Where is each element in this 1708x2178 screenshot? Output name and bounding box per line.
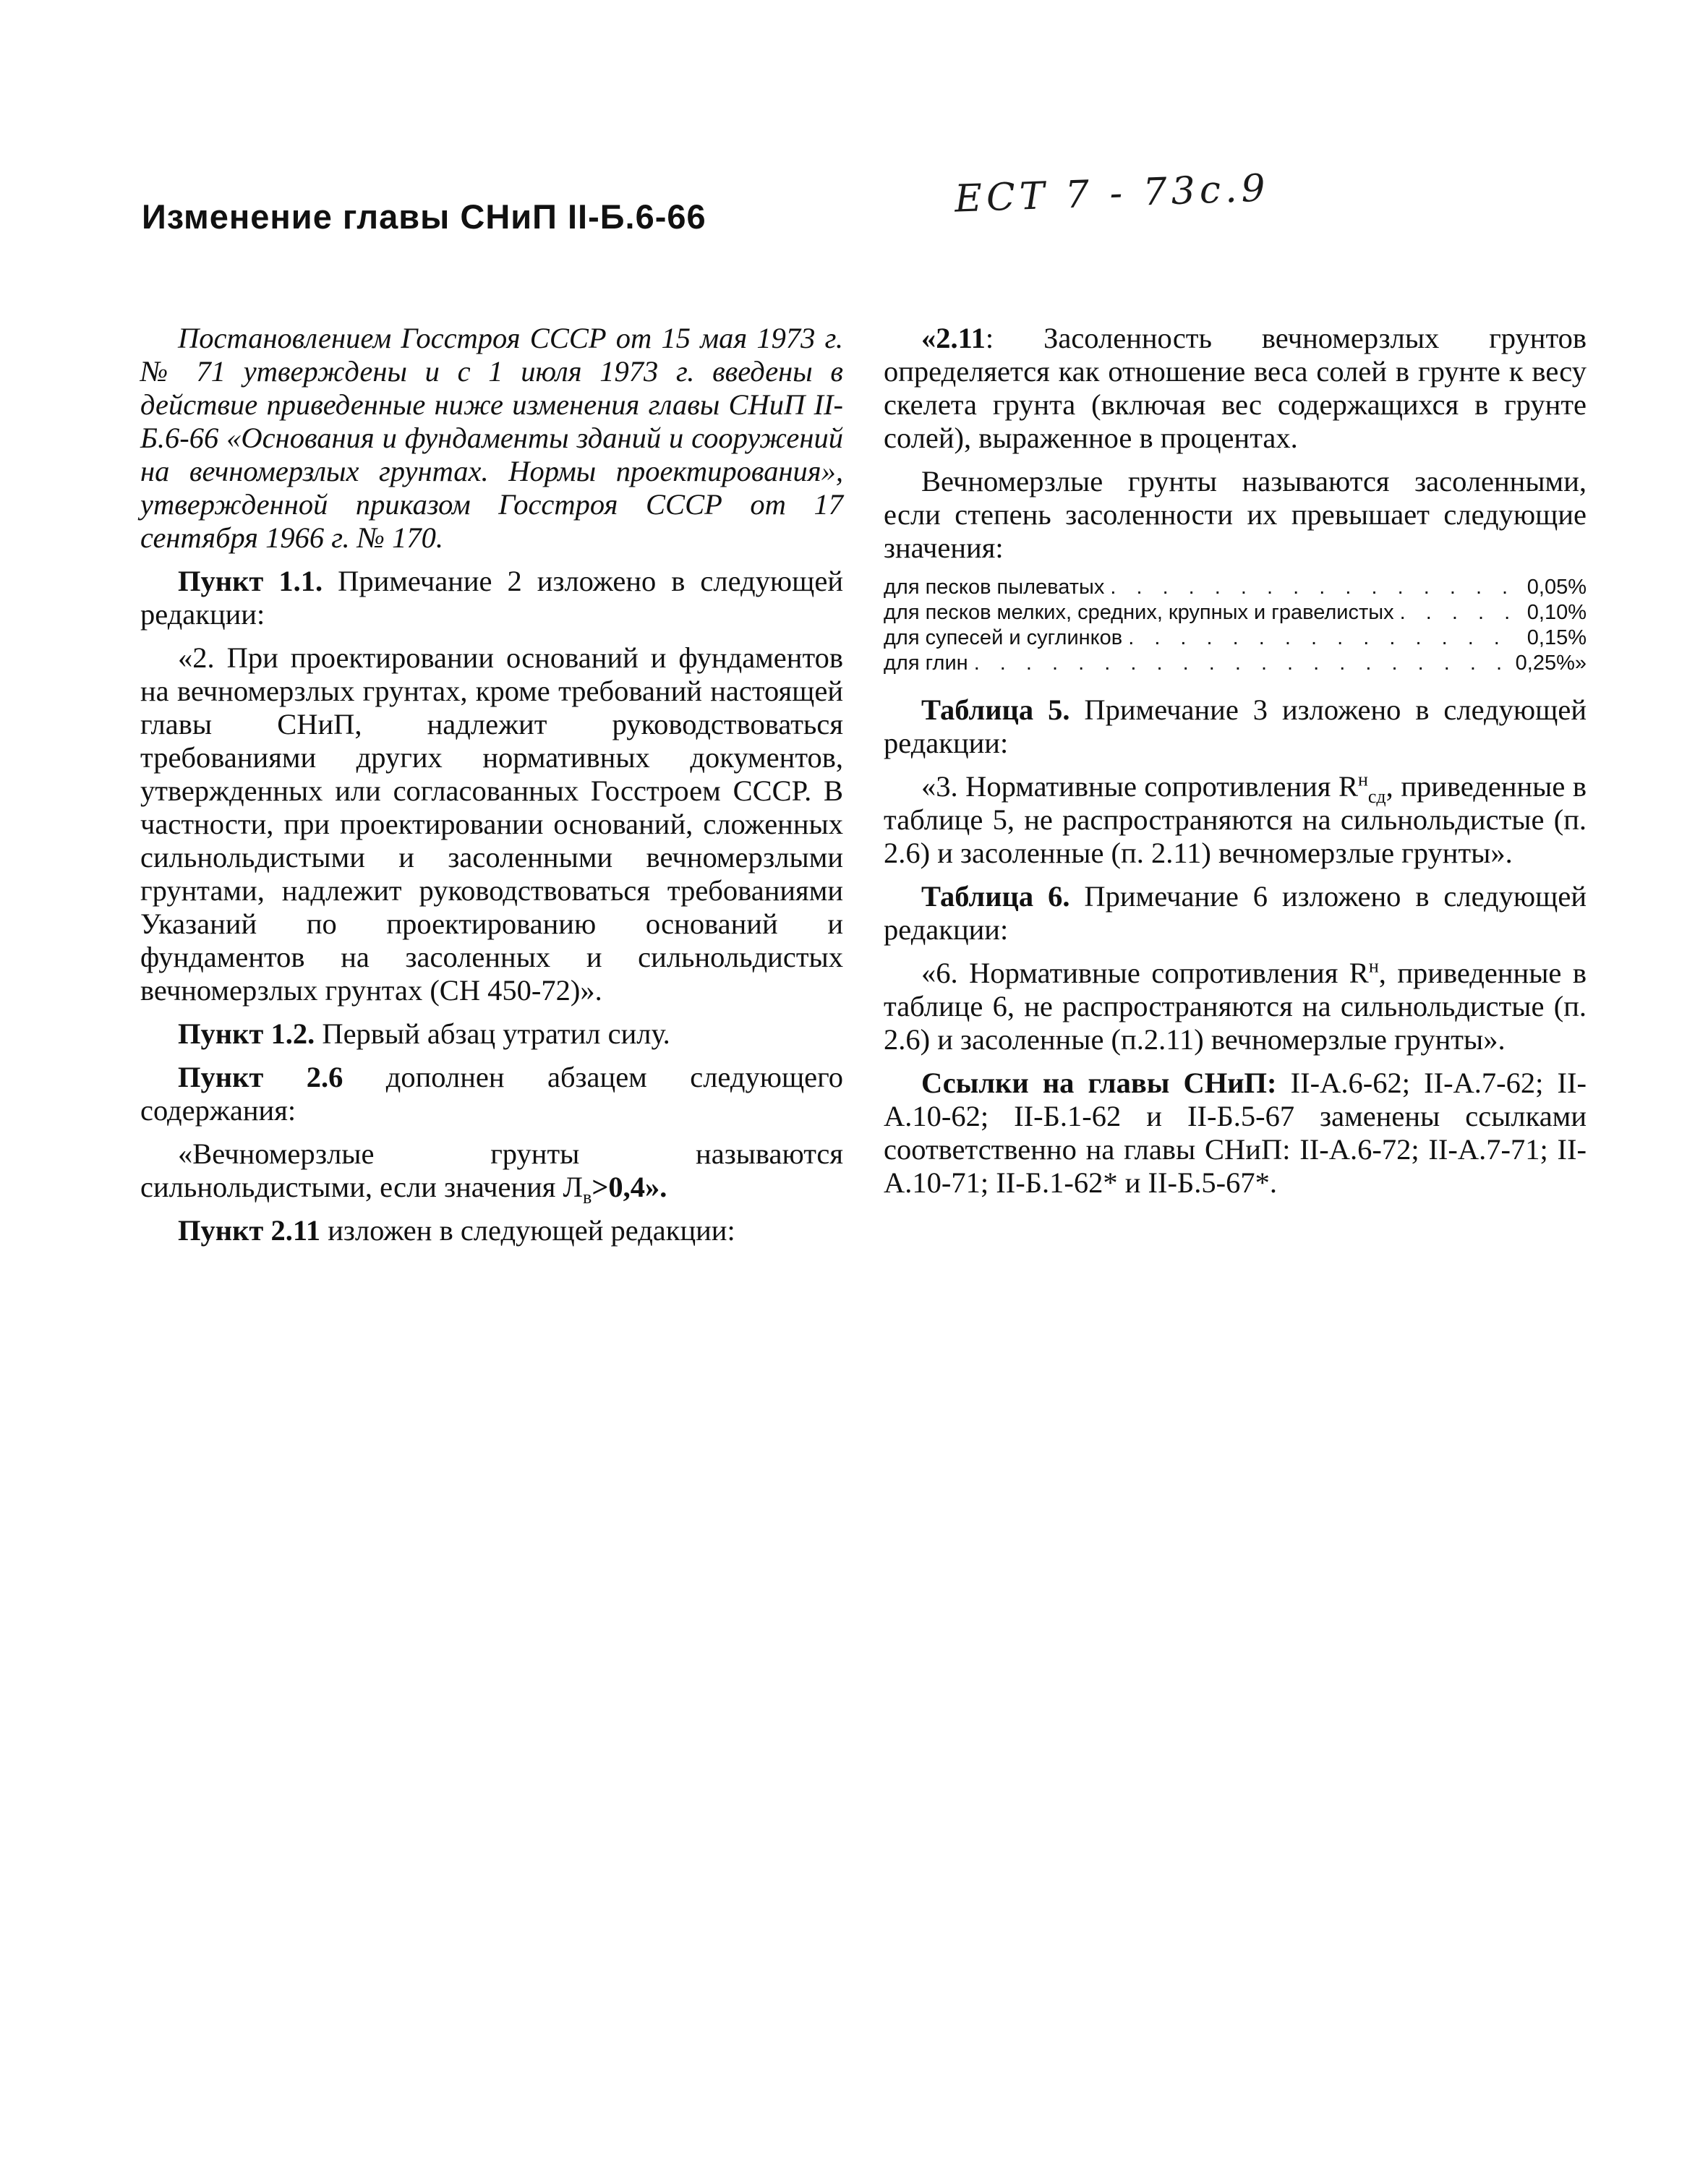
paragraph-text: «Вечномерзлые грунты называются сильнольдистыми, если значения Л <box>140 1137 843 1203</box>
paragraph-lead: Таблица 5. <box>921 693 1070 726</box>
paragraph-ice-rich-definition <box>140 1137 843 1208</box>
subscript-sd: сд <box>1367 786 1386 808</box>
intro-paragraph: Постановлением Госстроя СССР от 15 мая 1973 г. № 71 утверждены и с 1 июля 1973 г. введены в действие приведенные ниже изменения главы СНиП II-Б.6-66 «Основания и фундаменты зданий и сооружений на вечномерзлых грунтах. Нормы проектирования», утвержденной приказом Госстроя СССР от 17 сентября 1966 г. № 170. <box>140 322 843 554</box>
paragraph-text: дополнен абзацем следующего содержания: <box>140 1061 843 1127</box>
paragraph-lead: Пункт 1.2. <box>178 1017 315 1050</box>
paragraph-text: II-А.6-62; II-А.7-62; II-А.10-62; II-Б.1-62 и II-Б.5-67 заменены ссылками соответственно на главы СНиП: II-А.6-72; II-А.7-71; II-А.10-71; II-Б.1-62* и II-Б.5-67*. <box>884 1067 1587 1199</box>
paragraph-lead: Пункт 2.11 <box>178 1214 321 1247</box>
handwritten-note: ЕСТ 7 - 73с.9 <box>954 166 1271 221</box>
subscript-v: в <box>583 1187 592 1208</box>
paragraph-note-3 <box>884 770 1587 870</box>
paragraph-text: Первый абзац утратил силу. <box>315 1017 670 1050</box>
salinity-value: 0,05% <box>1526 576 1587 599</box>
paragraph-text: Примечание 6 изложено в следующей редакции: <box>884 880 1587 946</box>
paragraph-text-end: >0,4». <box>592 1171 667 1203</box>
paragraph-table-6 <box>884 880 1587 947</box>
paragraph-text-end: , приведенные в таблице 5, не распространяются на сильнольдистые (п. 2.6) и засоленные (п. 2.11) вечномерзлые грунты». <box>884 770 1587 869</box>
list-item <box>884 575 1587 600</box>
document-title: Изменение главы СНиП II-Б.6-66 <box>142 197 706 236</box>
paragraph-text: Примечание 3 изложено в следующей редакции: <box>884 693 1587 759</box>
left-column <box>140 322 843 1257</box>
list-item <box>884 625 1587 651</box>
paragraph-lead: Ссылки на главы СНиП: <box>921 1067 1277 1099</box>
leader-dots <box>974 651 1510 676</box>
salinity-value: 0,10% <box>1526 601 1587 624</box>
paragraph-references <box>884 1067 1587 1200</box>
paragraph-text: «6. Нормативные сопротивления R <box>921 957 1369 989</box>
paragraph-text: : Засоленность вечномерзлых грунтов определяется как отношение веса солей в грунте к весу скелета грунта (включая вес содержащихся в грунте солей), выраженное в процентах. <box>884 322 1587 454</box>
paragraph-text: «3. Нормативные сопротивления R <box>921 770 1358 803</box>
superscript-n: н <box>1368 955 1379 977</box>
paragraph-note-6 <box>884 957 1587 1056</box>
paragraph-lead: «2.11 <box>921 322 986 354</box>
leader-dots <box>1110 575 1521 600</box>
superscript-n: н <box>1357 769 1368 790</box>
right-column <box>884 322 1587 1210</box>
paragraph-punkt-1-2 <box>140 1017 843 1051</box>
leader-dots <box>1128 625 1521 651</box>
paragraph-2-11-text <box>884 322 1587 455</box>
leader-dots <box>1400 600 1521 625</box>
paragraph-text: изложен в следующей редакции: <box>320 1214 735 1247</box>
list-item <box>884 651 1587 676</box>
paragraph-lead: Пункт 2.6 <box>178 1061 343 1093</box>
soil-type-label: для глин <box>884 652 968 675</box>
soil-type-label: для песков пылеватых <box>884 576 1105 599</box>
paragraph-text: Примечание 2 изложено в следующей редакции: <box>140 565 843 631</box>
paragraph-table-5 <box>884 693 1587 760</box>
salinity-value: 0,15% <box>1526 626 1587 649</box>
paragraph-punkt-1-1 <box>140 565 843 631</box>
paragraph-note-2: «2. При проектировании оснований и фундаментов на вечномерзлых грунтах, кроме требований настоящей главы СНиП, надлежит руководствоваться требованиями других нормативных документов, утвержденных или согласованных Госстроем СССР. В частности, при проектировании оснований, сложенных сильнольдистыми и засоленными вечномерзлыми грунтами, надлежит руководствоваться требованиями Указаний по проектированию оснований и фундаментов на засоленных и сильнольдистых вечномерзлых грунтах (СН 450-72)». <box>140 641 843 1007</box>
paragraph-saline-definition: Вечномерзлые грунты называются засоленными, если степень засоленности их превышает следующие значения: <box>884 465 1587 564</box>
paragraph-punkt-2-11 <box>140 1214 843 1247</box>
paragraph-text-end: , приведенные в таблице 6, не распространяются на сильнольдистые (п. 2.6) и засоленные (п.2.11) вечномерзлые грунты». <box>884 957 1587 1056</box>
salinity-threshold-list <box>884 575 1587 676</box>
paragraph-lead: Таблица 6. <box>921 880 1070 913</box>
paragraph-punkt-2-6 <box>140 1061 843 1127</box>
list-item <box>884 600 1587 625</box>
paragraph-lead: Пункт 1.1. <box>178 565 323 597</box>
salinity-value: 0,25%» <box>1515 652 1587 675</box>
soil-type-label: для супесей и суглинков <box>884 626 1123 649</box>
soil-type-label: для песков мелких, средних, крупных и гравелистых <box>884 601 1394 624</box>
